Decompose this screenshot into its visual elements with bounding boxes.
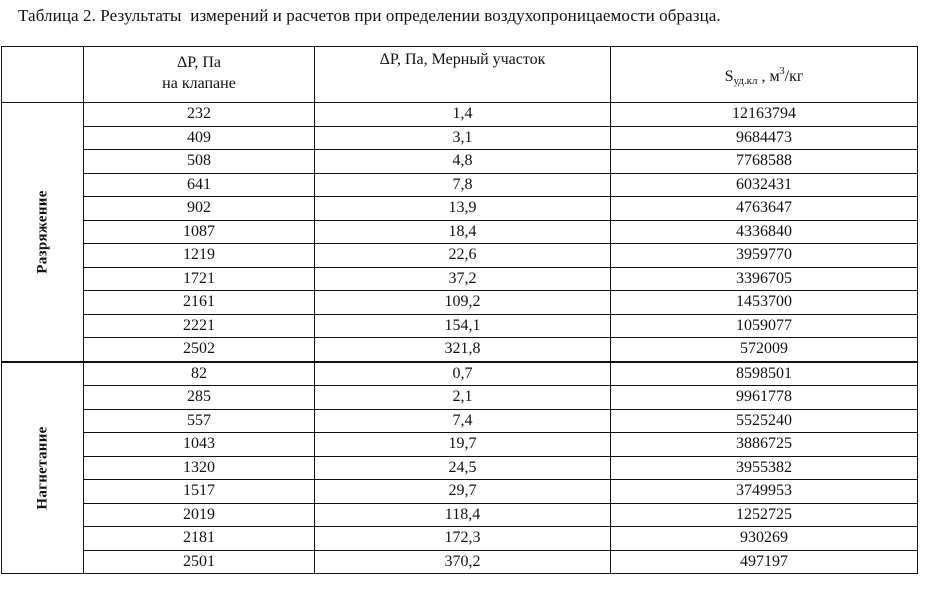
table-caption: Таблица 2. Результаты измерений и расчетов при определении воздухопроницаемости образца.	[18, 6, 721, 25]
section-pressure-cell: 0,7	[315, 362, 611, 386]
table-row	[2, 314, 918, 338]
header-section-label: ΔP, Па, Мерный участок	[379, 51, 546, 68]
specific-resistance-cell: 3396705	[611, 267, 918, 291]
specific-resistance-cell: 1059077	[611, 314, 918, 338]
specific-resistance-cell: 3749953	[611, 480, 918, 504]
section-pressure-cell: 4,8	[315, 150, 611, 174]
table-row	[2, 197, 918, 221]
specific-resistance-cell: 8598501	[611, 362, 918, 386]
specific-resistance-cell: 3886725	[611, 433, 918, 457]
section-pressure-cell: 154,1	[315, 314, 611, 338]
section-pressure-cell: 321,8	[315, 338, 611, 362]
specific-resistance-cell: 12163794	[611, 103, 918, 127]
valve-pressure-cell: 557	[84, 409, 315, 433]
section-pressure-cell: 118,4	[315, 503, 611, 527]
section-pressure-cell: 22,6	[315, 244, 611, 268]
header-row	[2, 47, 918, 103]
valve-pressure-cell: 1087	[84, 220, 315, 244]
table-row	[2, 338, 918, 362]
header-valve-pressure	[84, 47, 315, 103]
valve-pressure-cell: 902	[84, 197, 315, 221]
specific-resistance-cell: 930269	[611, 527, 918, 551]
section-pressure-cell: 370,2	[315, 550, 611, 574]
header-s-unit-post: /кг	[784, 67, 804, 85]
specific-resistance-cell: 1453700	[611, 291, 918, 315]
specific-resistance-cell: 497197	[611, 550, 918, 574]
table-row	[2, 362, 918, 386]
valve-pressure-cell: 1320	[84, 456, 315, 480]
header-specific-resistance	[611, 47, 918, 103]
table-row	[2, 480, 918, 504]
specific-resistance-cell: 9684473	[611, 126, 918, 150]
section-pressure-cell: 19,7	[315, 433, 611, 457]
header-s-unit-pre: , м	[757, 67, 780, 85]
section-pressure-cell: 13,9	[315, 197, 611, 221]
valve-pressure-cell: 2181	[84, 527, 315, 551]
section-pressure-cell: 3,1	[315, 126, 611, 150]
valve-pressure-cell: 2221	[84, 314, 315, 338]
table-row	[2, 150, 918, 174]
section-pressure-cell: 172,3	[315, 527, 611, 551]
valve-pressure-cell: 232	[84, 103, 315, 127]
valve-pressure-cell: 2502	[84, 338, 315, 362]
valve-pressure-cell: 1721	[84, 267, 315, 291]
group-label: Нагнетание	[34, 426, 50, 510]
section-pressure-cell: 2,1	[315, 386, 611, 410]
valve-pressure-cell: 2161	[84, 291, 315, 315]
table-row	[2, 550, 918, 574]
specific-resistance-cell: 572009	[611, 338, 918, 362]
section-pressure-cell: 29,7	[315, 480, 611, 504]
group-label: Разряжение	[34, 190, 50, 274]
valve-pressure-cell: 2501	[84, 550, 315, 574]
valve-pressure-cell: 285	[84, 386, 315, 410]
header-valve-line1: ΔP, Па	[176, 54, 222, 71]
table-row	[2, 503, 918, 527]
header-section-pressure	[315, 47, 611, 103]
valve-pressure-cell: 508	[84, 150, 315, 174]
table-row	[2, 456, 918, 480]
specific-resistance-cell: 3955382	[611, 456, 918, 480]
table-row	[2, 126, 918, 150]
valve-pressure-cell: 82	[84, 362, 315, 386]
section-pressure-cell: 7,4	[315, 409, 611, 433]
section-pressure-cell: 18,4	[315, 220, 611, 244]
results-table-body	[2, 47, 918, 574]
header-s-unit-sup: 3	[779, 65, 785, 77]
section-pressure-cell: 7,8	[315, 173, 611, 197]
results-table	[1, 46, 918, 574]
header-s-subscript: уд.кл	[733, 74, 758, 87]
table-row	[2, 527, 918, 551]
specific-resistance-cell: 6032431	[611, 173, 918, 197]
valve-pressure-cell: 1517	[84, 480, 315, 504]
group-label-cell	[2, 103, 84, 362]
header-valve-line2: на клапане	[162, 75, 236, 92]
table-row	[2, 267, 918, 291]
specific-resistance-cell: 4336840	[611, 220, 918, 244]
valve-pressure-cell: 641	[84, 173, 315, 197]
table-row	[2, 220, 918, 244]
specific-resistance-cell: 3959770	[611, 244, 918, 268]
table-row	[2, 173, 918, 197]
section-pressure-cell: 37,2	[315, 267, 611, 291]
valve-pressure-cell: 2019	[84, 503, 315, 527]
header-corner-cell	[2, 47, 84, 103]
specific-resistance-cell: 1252725	[611, 503, 918, 527]
header-s-main: S	[724, 67, 734, 85]
valve-pressure-cell: 1043	[84, 433, 315, 457]
specific-resistance-cell: 4763647	[611, 197, 918, 221]
table-row	[2, 291, 918, 315]
table-row	[2, 409, 918, 433]
section-pressure-cell: 24,5	[315, 456, 611, 480]
table-row	[2, 433, 918, 457]
valve-pressure-cell: 409	[84, 126, 315, 150]
group-label-cell	[2, 362, 84, 574]
specific-resistance-cell: 9961778	[611, 386, 918, 410]
specific-resistance-cell: 7768588	[611, 150, 918, 174]
table-row	[2, 103, 918, 127]
section-pressure-cell: 109,2	[315, 291, 611, 315]
valve-pressure-cell: 1219	[84, 244, 315, 268]
specific-resistance-cell: 5525240	[611, 409, 918, 433]
table-row	[2, 244, 918, 268]
table-row	[2, 386, 918, 410]
section-pressure-cell: 1,4	[315, 103, 611, 127]
